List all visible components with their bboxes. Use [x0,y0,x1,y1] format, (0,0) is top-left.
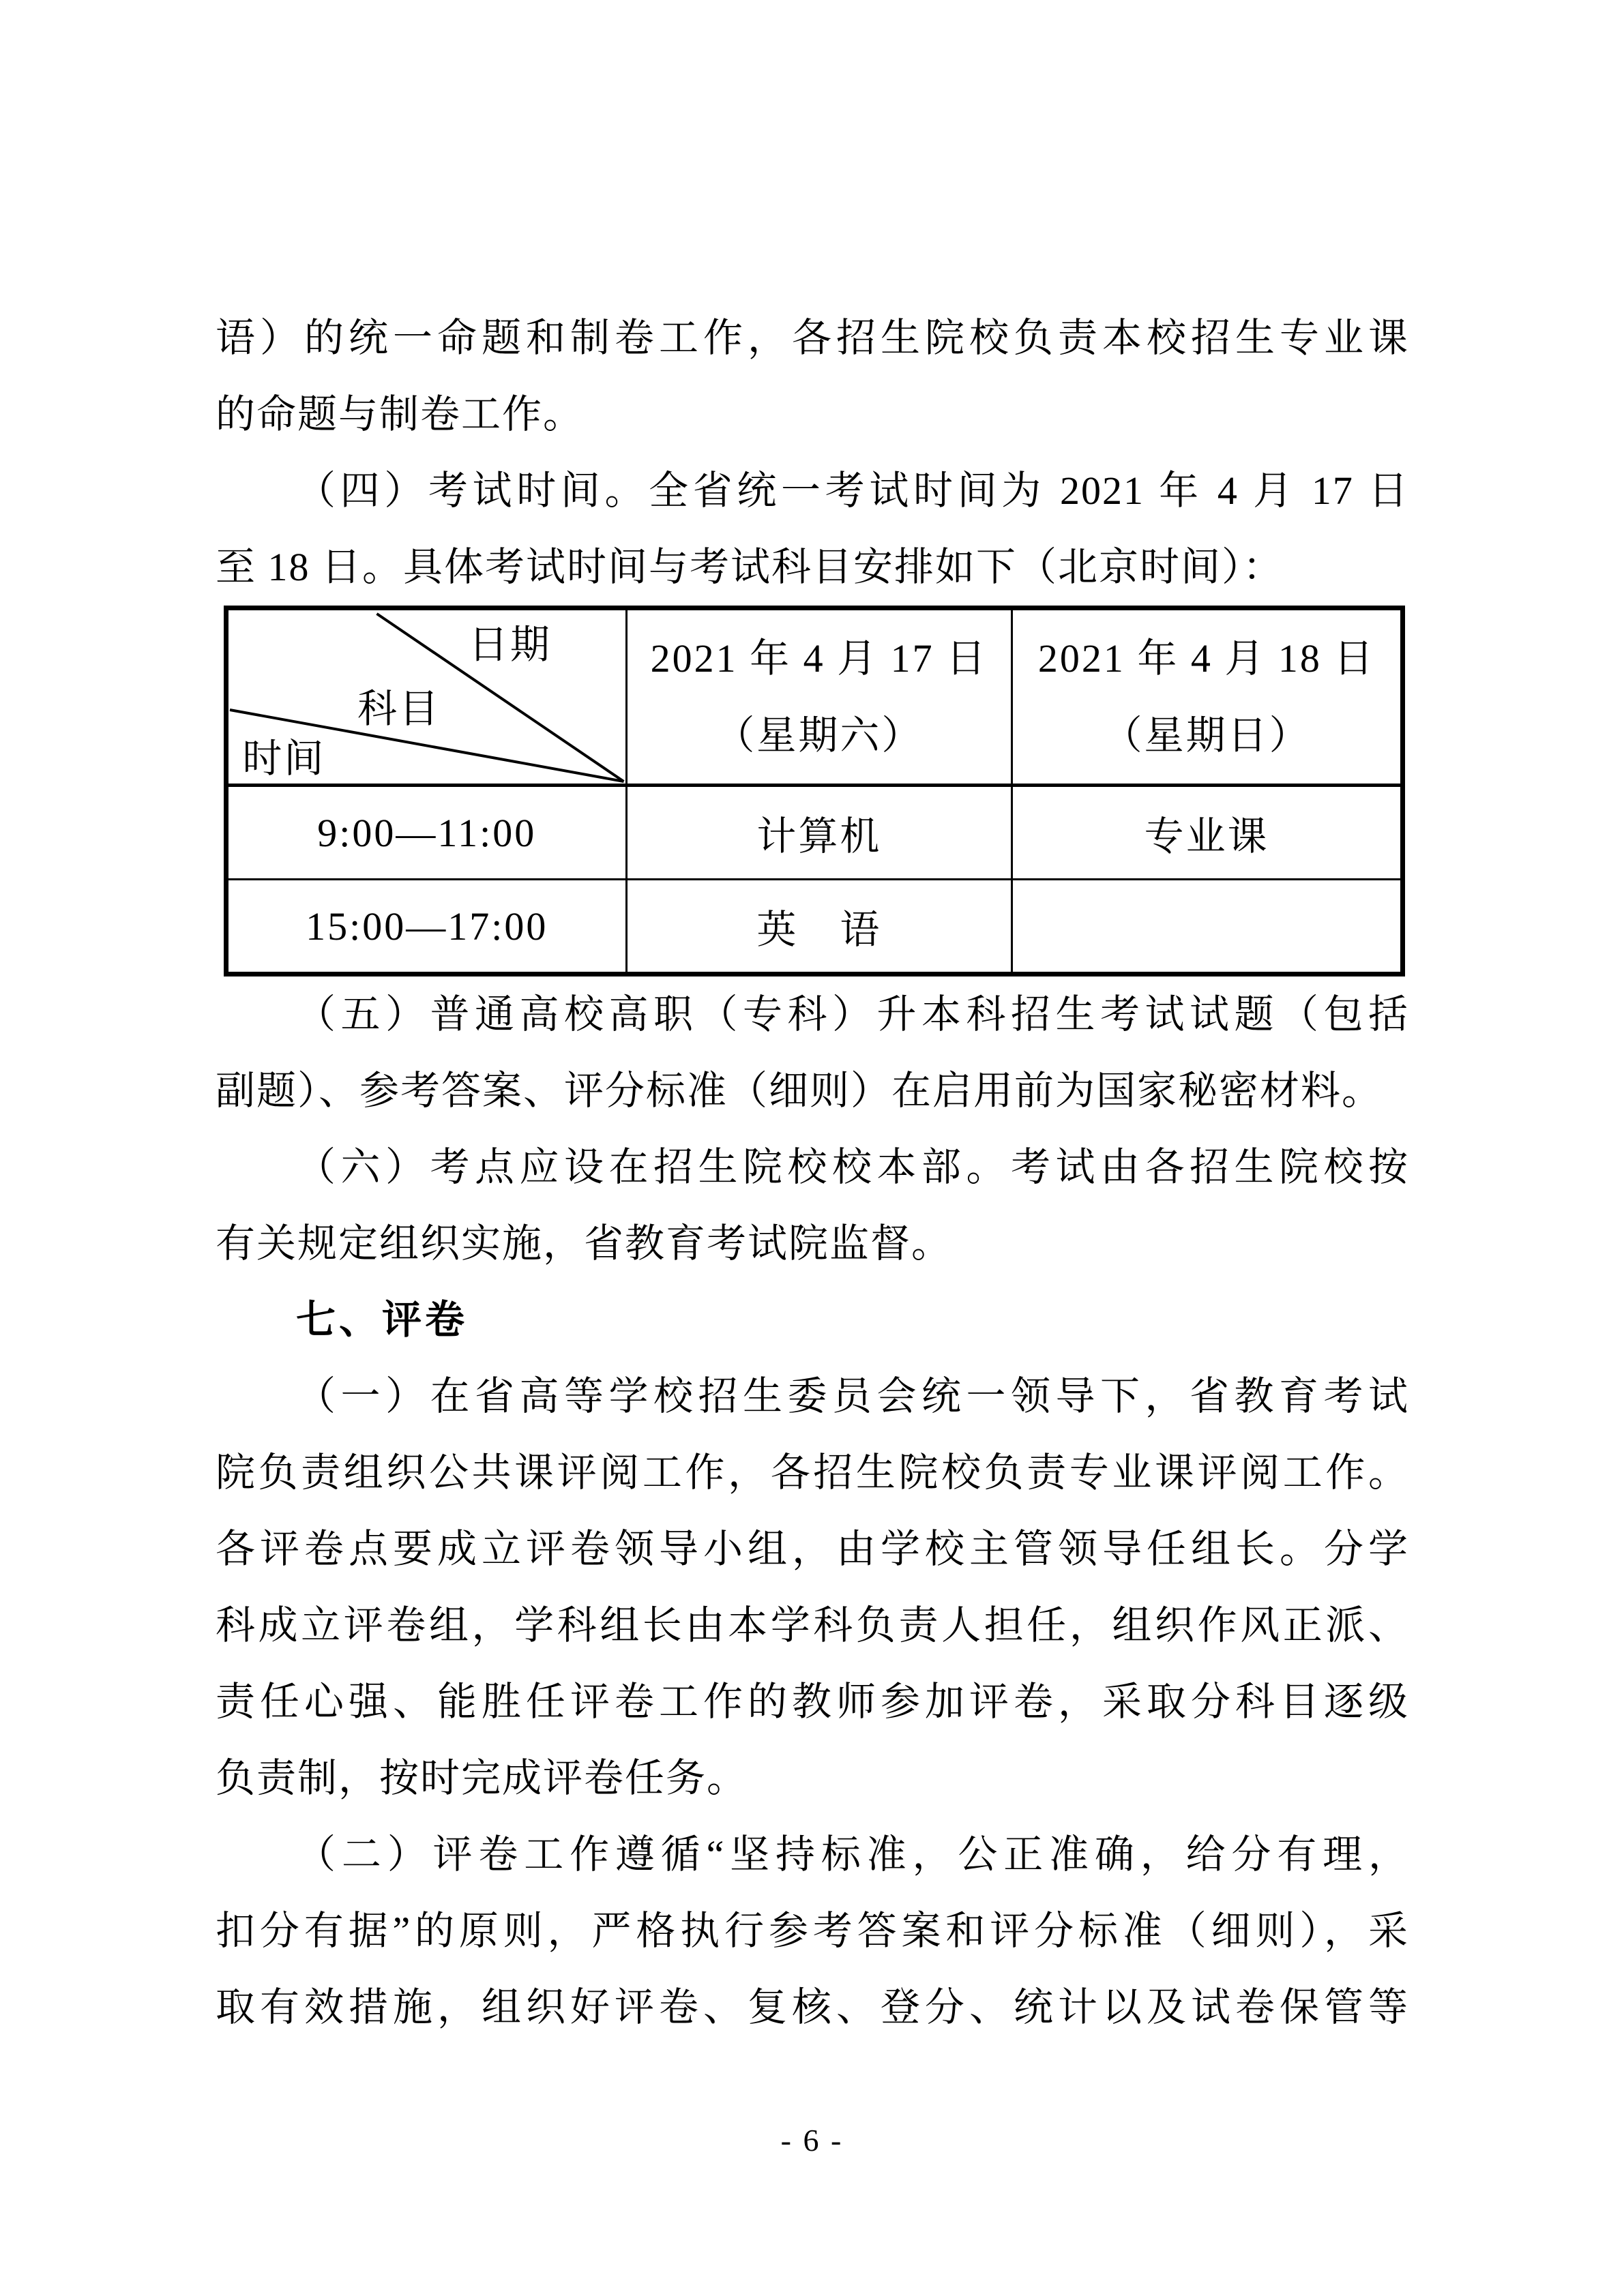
page-number: - 6 - [780,2123,844,2158]
subject-cell [1012,880,1403,974]
paragraph-line: 副题）、参考答案、评分标准（细则）在启用前为国家秘密材料。 [216,1069,1383,1113]
corner-label-time: 时间 [242,736,326,781]
paragraph-line: 科成立评卷组，学科组长由本学科负责人担任，组织作风正派、 [216,1603,1409,1648]
corner-label-date: 日期 [468,622,552,667]
paragraph-line: 语）的统一命题和制卷工作，各招生院校负责本校招生专业课 [216,316,1409,360]
time-slot-cell: 15:00—17:00 [226,880,627,974]
paragraph-line: （四）考试时间。全省统一考试时间为 2021 年 4 月 17 日 [296,468,1409,513]
exam-schedule-table [224,606,1405,976]
paragraph-line: （一）在省高等学校招生委员会统一领导下，省教育考试 [296,1374,1409,1418]
column-header-day1 [626,608,1012,786]
document-body [216,300,1409,2046]
table-row [226,786,1403,880]
header-weekday-line: （星期六） [715,713,924,758]
paragraph-line: 院负责组织公共课评阅工作，各招生院校负责专业课评阅工作。 [216,1450,1409,1495]
subject-cell: 英 语 [626,880,1012,974]
paragraph-line: （五）普通高校高职（专科）升本科招生考试试题（包括 [296,992,1409,1037]
time-slot-cell: 9:00—11:00 [226,786,627,880]
subject-cell: 专业课 [1012,786,1403,880]
paragraph-line: 取有效措施，组织好评卷、复核、登分、统计以及试卷保管等 [216,1985,1409,2029]
paragraph-line: 负责制，按时完成评卷任务。 [216,1756,748,1800]
paragraph-line: 责任心强、能胜任评卷工作的教师参加评卷，采取分科目逐级 [216,1680,1409,1724]
paragraph-line: （六）考点应设在招生院校校本部。考试由各招生院校按 [296,1145,1409,1189]
paragraph-line: 扣分有据”的原则，严格执行参考答案和评分标准（细则），采 [216,1909,1409,1953]
paragraph-line: 的命题与制卷工作。 [216,392,585,436]
header-date-line: 2021 年 4 月 17 日 [650,636,988,681]
table-corner-cell [226,608,627,786]
paragraph-line: 有关规定组织实施，省教育考试院监督。 [216,1221,953,1266]
column-header-day2 [1012,608,1403,786]
paragraph-line: （二）评卷工作遵循“坚持标准，公正准确，给分有理， [296,1832,1409,1877]
header-date-line: 2021 年 4 月 18 日 [1037,636,1376,681]
subject-cell: 计算机 [626,786,1012,880]
section-heading: 七、评卷 [296,1298,469,1342]
table-row [226,880,1403,974]
paragraph-line: 各评卷点要成立评卷领导小组，由学校主管领导任组长。分学 [216,1527,1409,1571]
corner-label-subject: 科目 [357,686,441,731]
table-header-row [226,608,1403,786]
paragraph-line: 至 18 日。具体考试时间与考试科目安排如下（北京时间）： [216,545,1284,589]
header-weekday-line: （星期日） [1102,713,1311,758]
